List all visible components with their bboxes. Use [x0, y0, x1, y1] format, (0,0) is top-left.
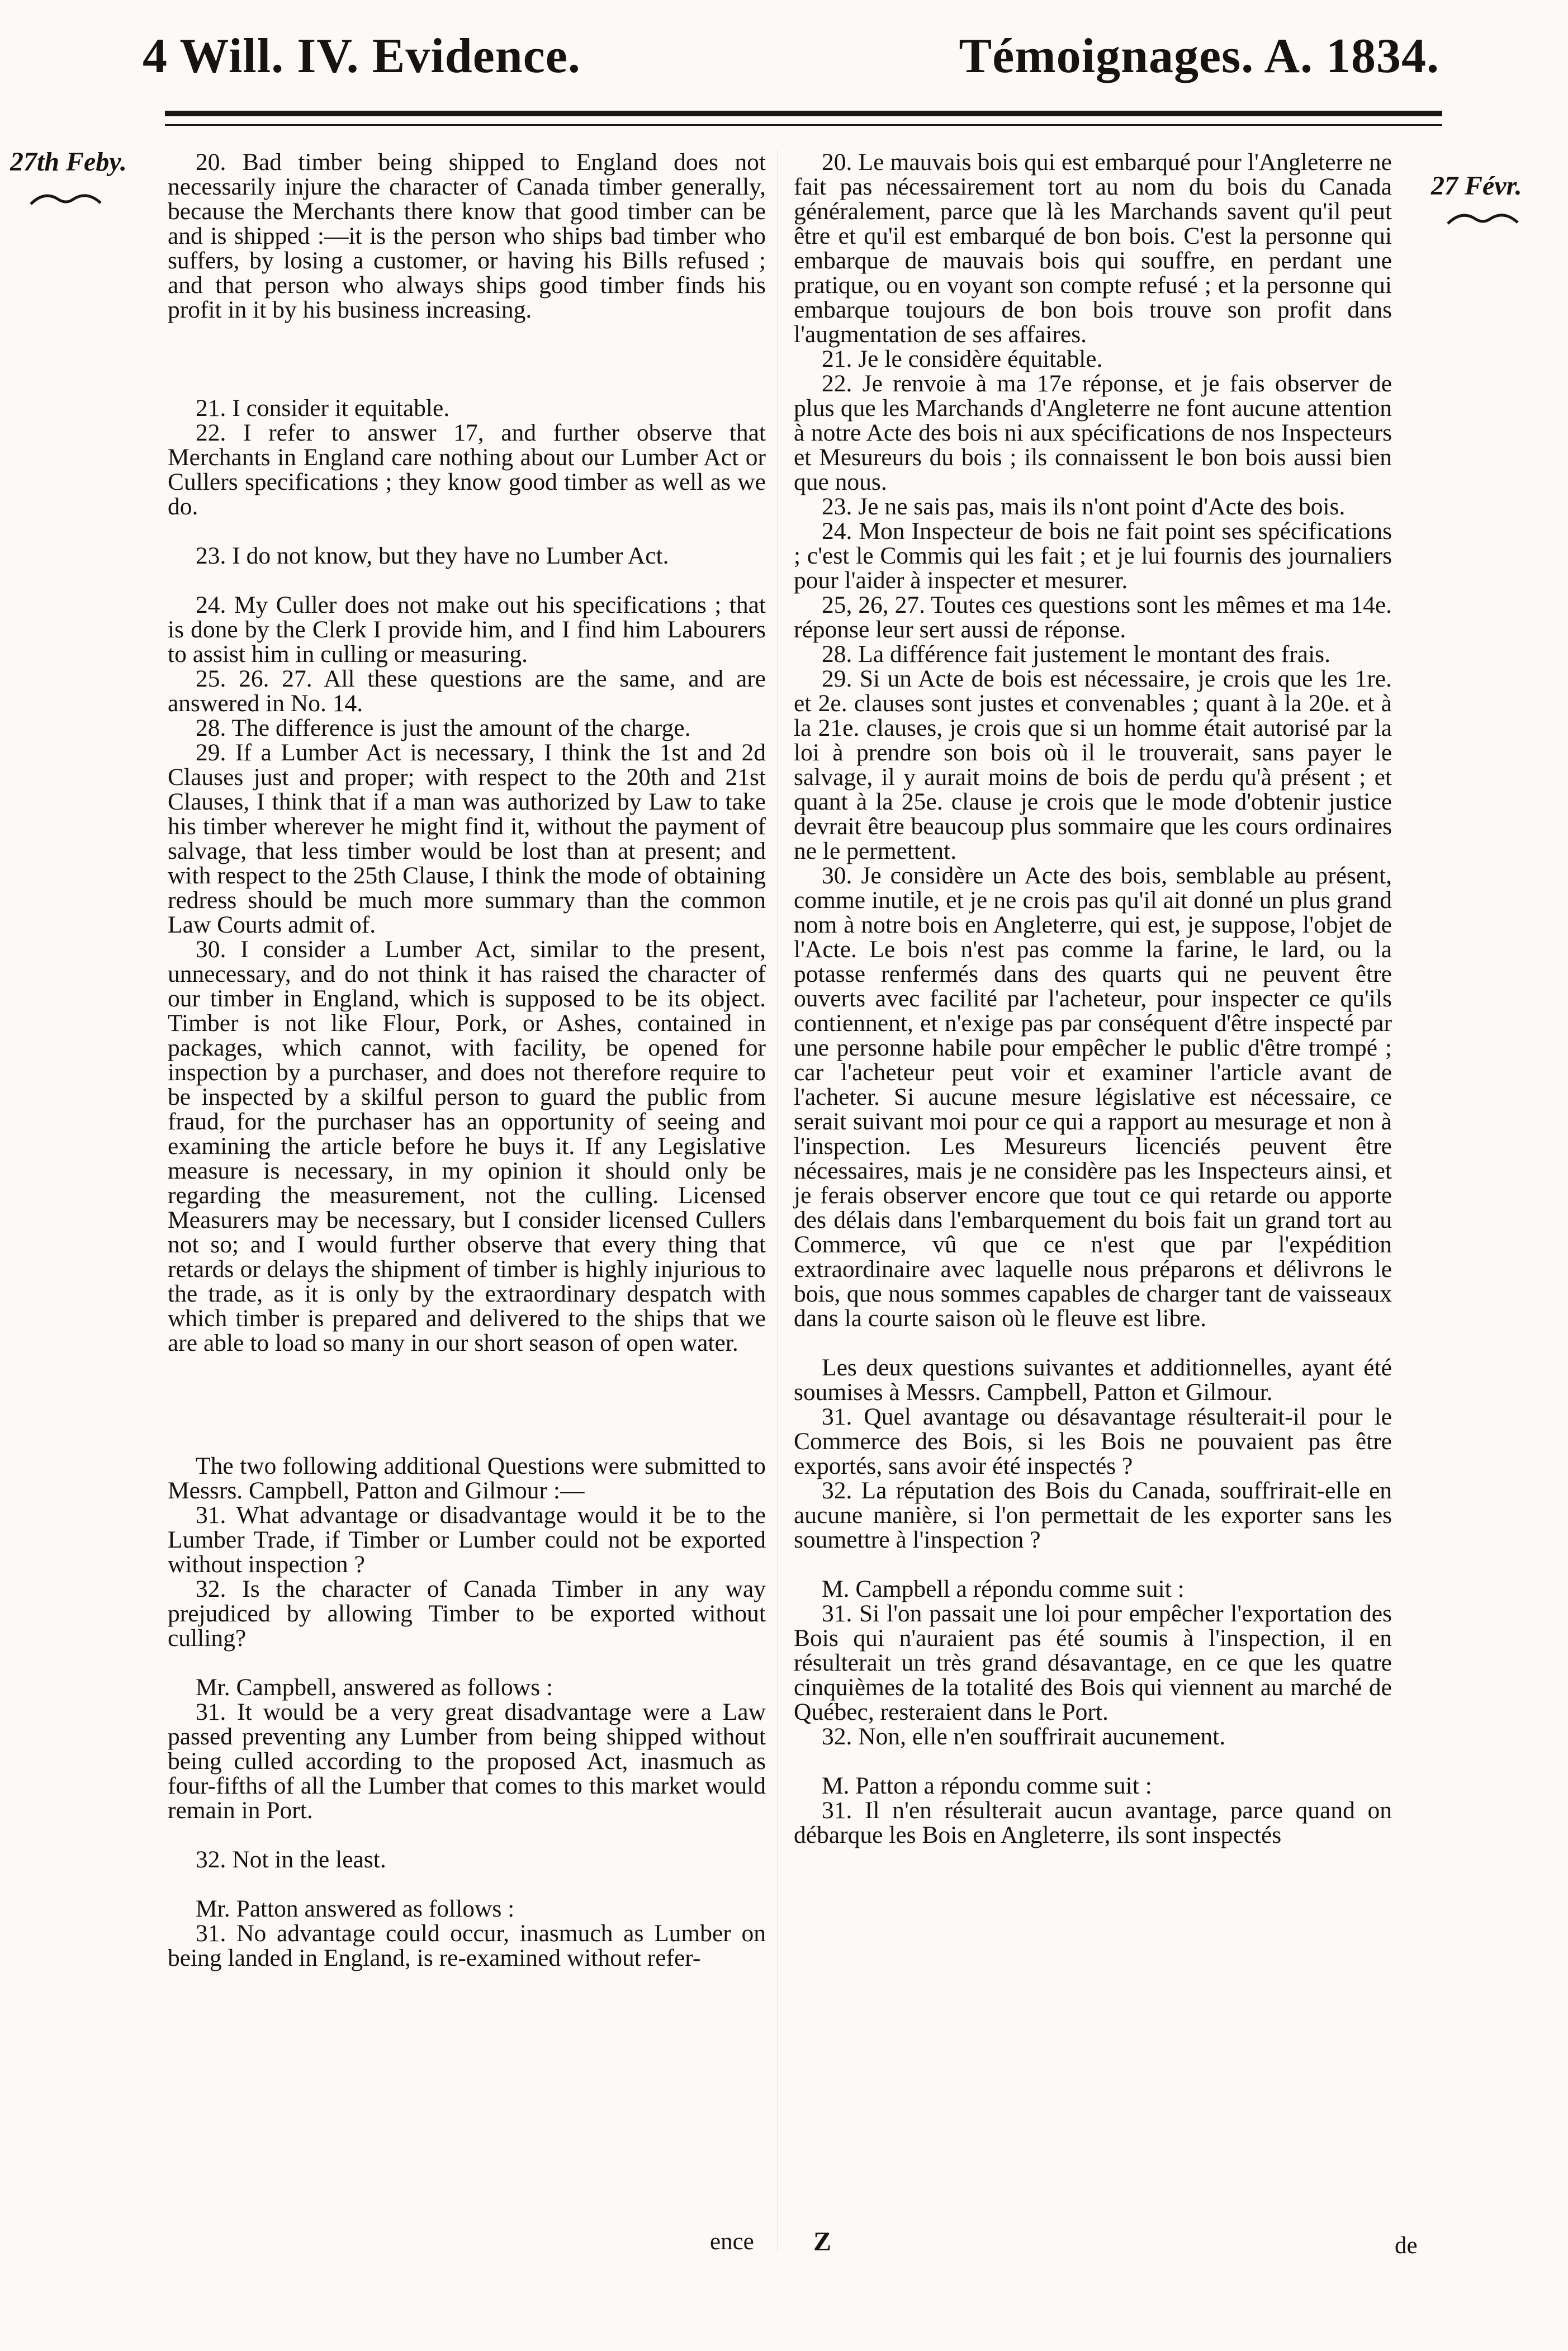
fr-campbell-31: 31. Si l'on passait une loi pour empêcher l'exportation des Bois qui n'auraient pas été soumis à l'inspection, il en résulterait un très grand désavantage, en ce que les quatre cinquièmes de la totalité des Bois qui viennent au marché de Québec, resteraient dans le Port.: [794, 1600, 1392, 1725]
fr-para-29: 29. Si un Acte de bois est nécessaire, je crois que les 1re. et 2e. clauses sont justes et convenables ; quant à la 20e. et à la 21e. clauses, je crois que si un homme était autorisé par la loi à prendre son bois où il le trouverait, sans payer le salvage, il y aurait moins de bois de perdu qu'à présent ; et quant à la 25e. clause je crois que le mode d'obtenir justice devrait être beaucoup plus sommaire que les cours ordinaires ne le permettent.: [794, 665, 1392, 864]
header-rule-thick: [165, 111, 1442, 116]
fr-para-23: 23. Je ne sais pas, mais ils n'ont point d'Acte des bois.: [822, 493, 1346, 520]
fr-patton-heading: M. Patton a répondu comme suit :: [822, 1772, 1152, 1799]
en-para-25-27: 25. 26. 27. All these questions are the same, and are answered in No. 14.: [168, 665, 766, 717]
fr-catchword: de: [1395, 2232, 1418, 2259]
margin-date-left: 27th Feby.: [10, 147, 127, 177]
en-para-20: 20. Bad timber being shipped to England does not necessarily injure the character of Canada timber generally, because the Merchants there know that good timber can be and is shipped :—it is the person who ships bad timber who suffers, by losing a customer, or having his Bills refused ; and that person who always ships good timber finds his profit in it by his business increasing.: [168, 149, 766, 323]
flourish-left-icon: [28, 187, 103, 210]
running-header: [143, 28, 1439, 95]
en-para-24: 24. My Culler does not make out his specifications ; that is done by the Clerk I provide him, and I find him Labourers to assist him in culling or measuring.: [168, 592, 766, 668]
en-question-31: 31. What advantage or disadvantage would it be to the Lumber Trade, if Timber or Lumber could not be exported without inspection ?: [168, 1502, 766, 1578]
fr-para-22: 22. Je renvoie à ma 17e réponse, et je fais observer de plus que les Marchands d'Angleterre ne font aucune attention à notre Acte des bois ni aux spécifications de nos Inspecteurs et Mesureurs du bois ; ils connaissent le bon bois aussi bien que nous.: [794, 370, 1392, 495]
en-questions-intro: The two following additional Questions were submitted to Messrs. Campbell, Patton and Gilmour :—: [168, 1453, 766, 1504]
fr-para-21: 21. Je le considère équitable.: [822, 346, 1103, 372]
fr-para-28: 28. La différence fait justement le montant des frais.: [822, 641, 1330, 668]
fr-question-31: 31. Quel avantage ou désavantage résulterait-il pour le Commerce des Bois, si les Bois ne pouvaient pas être exportés, sans avoir été inspectés ?: [794, 1403, 1392, 1479]
header-rule-thin: [165, 124, 1442, 126]
en-question-32: 32. Is the character of Canada Timber in any way prejudiced by allowing Timber to be exported without culling?: [168, 1576, 766, 1652]
fr-para-24: 24. Mon Inspecteur de bois ne fait point ses spécifications ; c'est le Commis qui les fait ; et je lui fournis des journaliers pour l'aider à inspecter et mesurer.: [794, 518, 1392, 594]
english-column: [168, 150, 766, 1970]
header-left: 4 Will. IV. Evidence.: [143, 29, 581, 83]
margin-date-right: 27 Févr.: [1431, 171, 1522, 201]
en-para-21: 21. I consider it equitable.: [196, 395, 450, 422]
en-campbell-heading: Mr. Campbell, answered as follows :: [196, 1674, 553, 1701]
header-right: Témoignages. A. 1834.: [959, 29, 1439, 83]
en-catchword: ence: [710, 2229, 754, 2255]
fr-questions-intro: Les deux questions suivantes et additionnelles, ayant été soumises à Messrs. Campbell, Patton et Gilmour.: [794, 1354, 1392, 1406]
flourish-right-icon: [1445, 207, 1520, 229]
en-campbell-31: 31. It would be a very great disadvantage were a Law passed preventing any Lumber from being shipped without being culled according to the proposed Act, inasmuch as four-fifths of all the Lumber that comes to this market would remain in Port.: [168, 1699, 766, 1824]
en-patton-heading: Mr. Patton answered as follows :: [196, 1895, 515, 1922]
en-patton-31: 31. No advantage could occur, inasmuch as Lumber on being landed in England, is re-examined without refer-: [168, 1920, 766, 1971]
fr-para-25-27: 25, 26, 27. Toutes ces questions sont les mêmes et ma 14e. réponse leur sert aussi de réponse.: [794, 592, 1392, 643]
en-campbell-32: 32. Not in the least.: [196, 1846, 386, 1873]
fr-question-32: 32. La réputation des Bois du Canada, souffrirait-elle en aucune manière, si l'on permettait de les exporter sans les soumettre à l'inspection ?: [794, 1477, 1392, 1553]
french-column: [794, 150, 1392, 1847]
fr-para-20: 20. Le mauvais bois qui est embarqué pour l'Angleterre ne fait pas nécessairement tort au nom du bois du Canada généralement, parce que là les Marchands savent qu'il peut être et qu'il est embarqué de bon bois. C'est la personne qui embarque de mauvais bois qui souffre, en perdant une pratique, ou en voyant son compte refusé ; et la personne qui embarque toujours de bon bois trouve son profit dans l'augmentation de ses affaires.: [794, 149, 1392, 348]
signature-mark: Z: [813, 2227, 832, 2257]
fr-campbell-heading: M. Campbell a répondu comme suit :: [822, 1576, 1185, 1602]
en-para-29: 29. If a Lumber Act is necessary, I think the 1st and 2d Clauses just and proper; with respect to the 20th and 21st Clauses, I think that if a man was authorized by Law to take his timber wherever he might find it, without the payment of salvage, that less timber would be lost than at present; and with respect to the 25th Clause, I think the mode of obtaining redress should be much more summary than the common Law Courts admit of.: [168, 739, 766, 938]
fr-campbell-32: 32. Non, elle n'en souffrirait aucunement.: [822, 1723, 1226, 1750]
fr-para-30: 30. Je considère un Acte des bois, semblable au présent, comme inutile, et je ne crois pas qu'il ait donné un plus grand nom à notre bois en Angleterre, qui est, je suppose, l'objet de l'Acte. Le bois n'est pas comme la farine, le lard, ou la potasse renfermés dans des quarts qui ne peuvent être ouverts avec facilité par l'acheteur, pour inspecter ce qu'ils contiennent, et n'exige pas par conséquent d'être inspecté par une personne habile pour empêcher le public d'être trompé ; car l'acheteur peut voir et examiner l'article avant de l'acheter. Si aucune mesure législative est nécessaire, ce serait suivant moi pour ce qui a rapport au mesurage et non à l'inspection. Les Mesureurs licenciés peuvent être nécessaires, mais je ne considère pas les Inspecteurs ainsi, et je ferais observer encore que tout ce qui retarde ou apporte des délais dans l'embarquement du bois fait un grand tort au Commerce, vû que ce n'est que par l'expédition extraordinaire avec laquelle nous préparons et délivrons le bois, que nous sommes capables de charger tant de vaisseaux dans la courte saison où le fleuve est libre.: [794, 862, 1392, 1332]
en-para-28: 28. The difference is just the amount of the charge.: [196, 715, 691, 741]
en-para-30: 30. I consider a Lumber Act, similar to the present, unnecessary, and do not think it has raised the character of our timber in England, which is supposed to be its object. Timber is not like Flour, Pork, or Ashes, contained in packages, which cannot, with facility, be opened for inspection by a purchaser, and does not therefore require to be inspected by a skilful person to guard the public from fraud, for the purchaser has an opportunity of seeing and examining the article before he buys it. If any Legislative measure is necessary, in my opinion it should only be regarding the measurement, not the culling. Licensed Measurers may be necessary, but I consider licensed Cullers not so; and I would further observe that every thing that retards or delays the shipment of timber is highly injurious to the trade, as it is only by the extraordinary despatch with which timber is prepared and delivered to the ships that we are able to load so many in our short season of open water.: [168, 936, 766, 1356]
en-para-22: 22. I refer to answer 17, and further observe that Merchants in England care nothing about our Lumber Act or Cullers specifications ; they know good timber as well as we do.: [168, 419, 766, 520]
en-para-23: 23. I do not know, but they have no Lumber Act.: [196, 542, 669, 569]
fr-patton-31: 31. Il n'en résulterait aucun avantage, parce quand on débarque les Bois en Angleterre, ils sont inspectés: [794, 1797, 1392, 1848]
column-separator: [777, 150, 778, 2252]
